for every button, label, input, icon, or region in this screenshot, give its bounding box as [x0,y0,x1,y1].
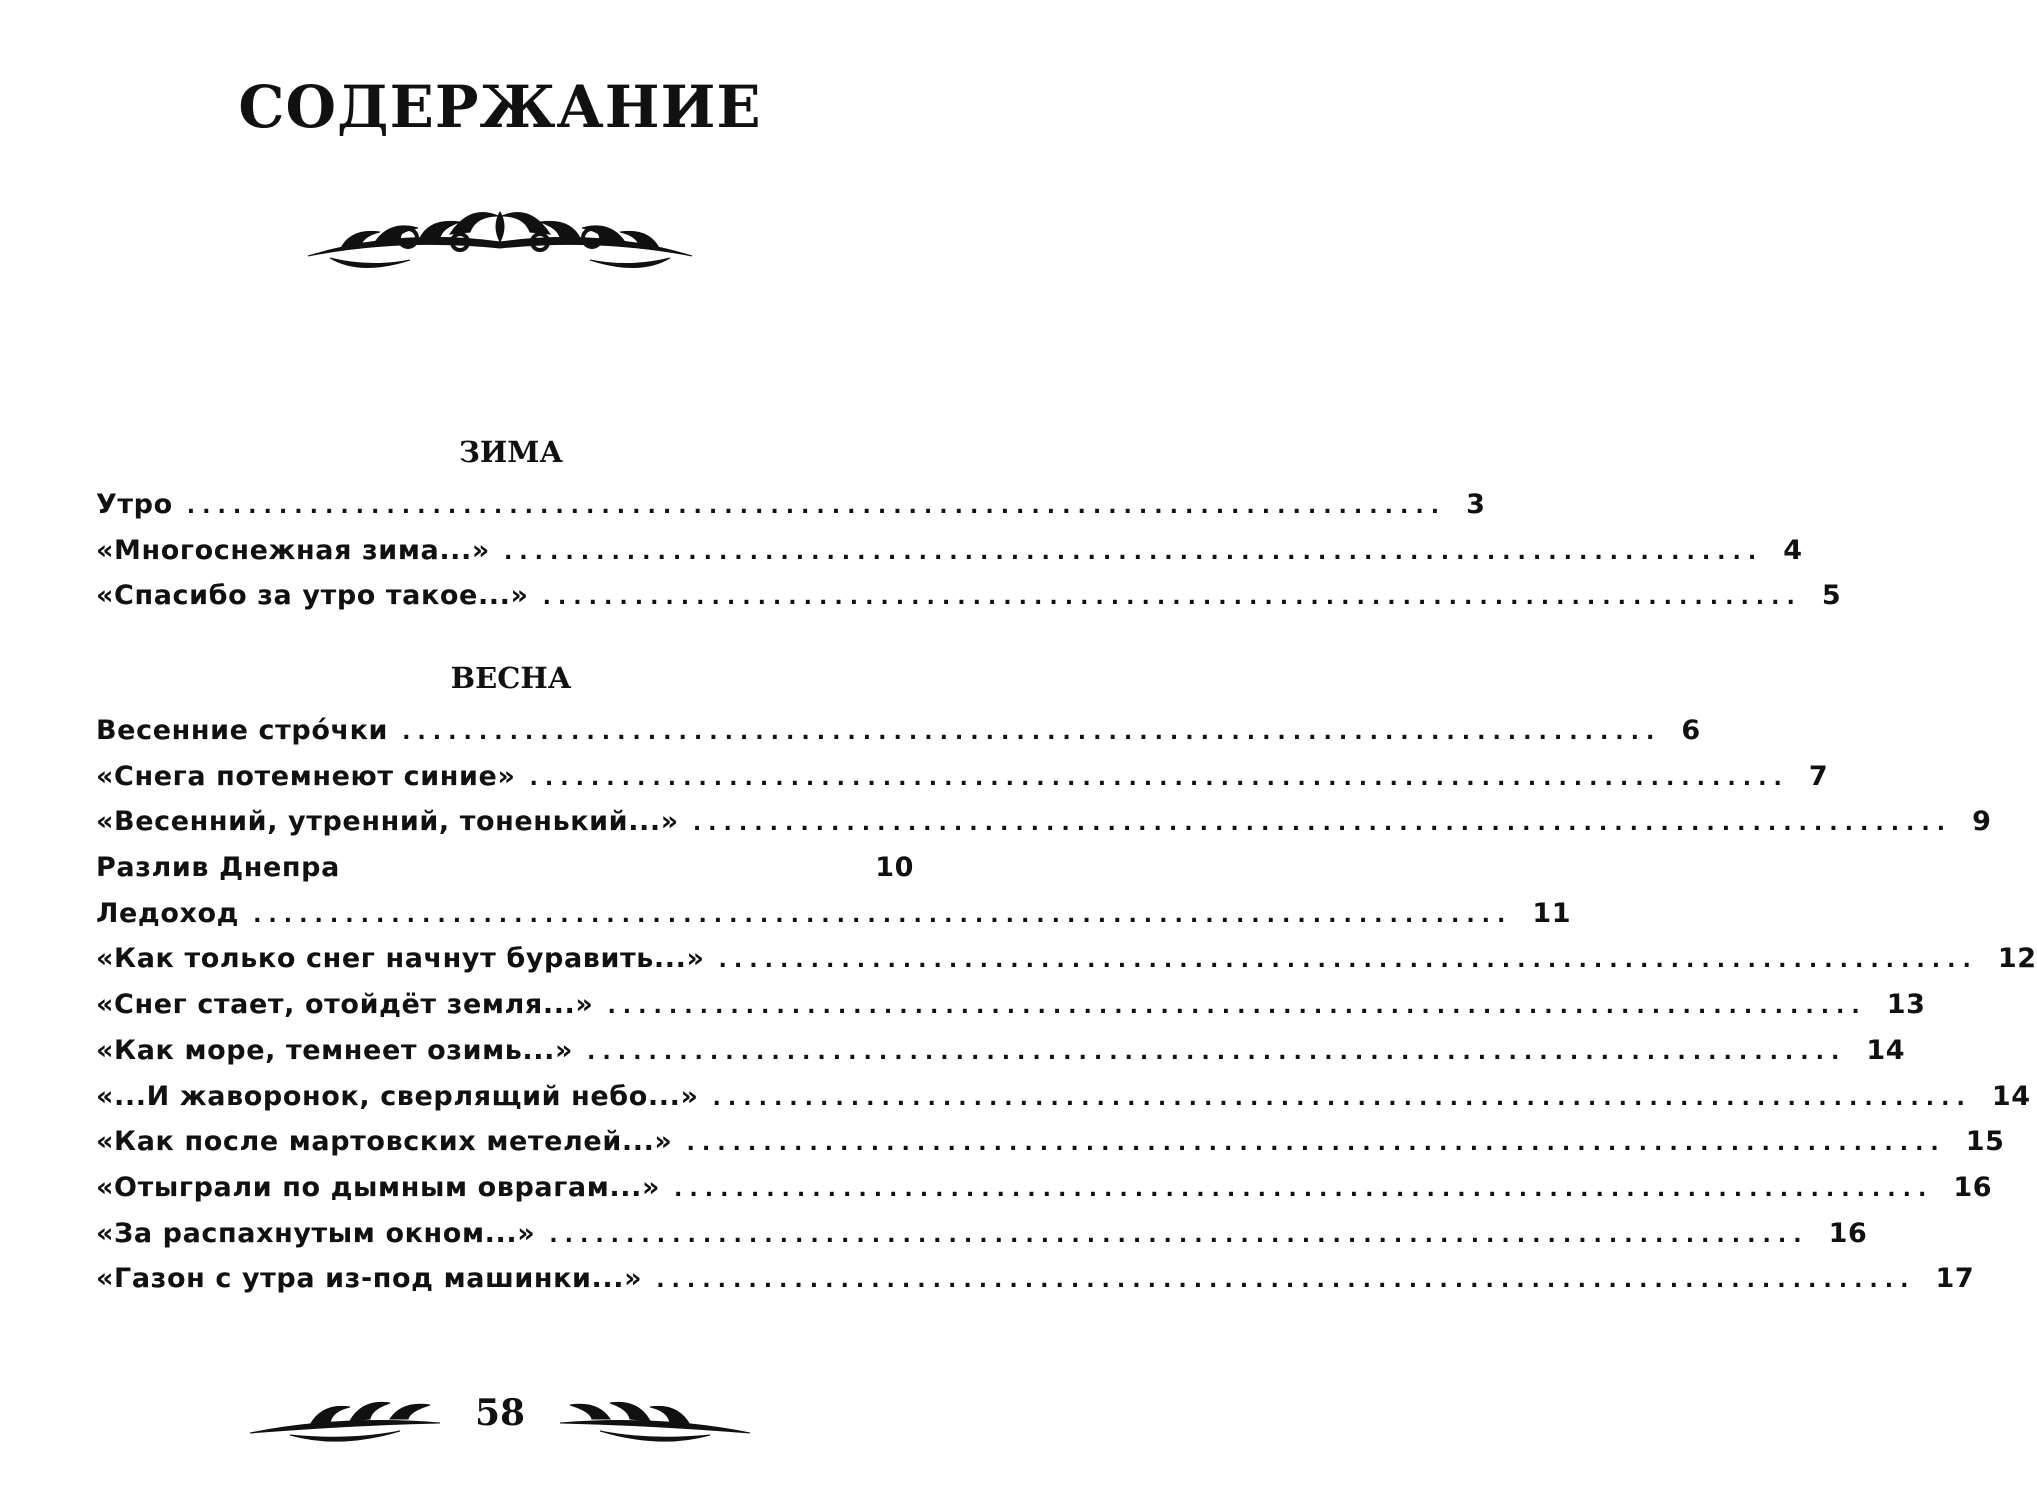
toc-entry-page: 17 [1935,1263,1975,1295]
toc-entry[interactable] [96,852,914,898]
toc-entry[interactable] [96,715,1701,761]
toc-entry-title: «Как после мартовских метелей...» [96,1126,673,1158]
toc-entry-page: 14 [1991,1080,2031,1112]
toc-entry-page: 14 [1866,1034,1906,1066]
toc-entry-page: 15 [1965,1126,2005,1158]
toc-entry-title: «...И жаворонок, сверлящий небо...» [96,1080,699,1112]
toc-entry-title: «Спасибо за утро такое...» [96,580,529,612]
dot-leader: .................................................................................. [587,1039,1847,1065]
toc-entry[interactable] [96,580,1842,626]
flourish-ornament-icon [300,198,700,278]
toc-entry-page: 3 [1466,489,1486,520]
dot-leader: .................................................................................. [549,1222,1809,1248]
toc-entry-page: 11 [1532,897,1572,929]
toc-section-winter [96,435,1842,626]
toc-entry[interactable] [96,1126,2005,1172]
toc-entry[interactable] [96,534,1803,581]
dot-leader: .................................................................................. [542,585,1802,611]
toc-entry-title: Утро [96,489,173,520]
toc-entry-title: «Весенний, утренний, тоненький...» [96,806,679,838]
toc-entry-title: «Отыграли по дымным оврагам...» [96,1171,661,1203]
toc-entry[interactable] [96,489,1486,535]
dot-leader: .................................................................................. [718,948,1978,974]
toc-entry-title: «Как море, темнеет озимь...» [96,1034,574,1066]
dot-leader: .................................................................................. [674,1176,1934,1202]
toc-entry[interactable] [96,1263,1975,1309]
page-title: СОДЕРЖАНИЕ [238,73,762,141]
dot-leader: .................................................................................. [656,1268,1916,1294]
toc-entry-title: «За распахнутым окном...» [96,1217,536,1249]
toc-entry[interactable] [96,1080,2031,1127]
toc-entry-title: Весенние стро́чки [96,715,389,746]
toc-entry-page: 13 [1886,989,1926,1021]
toc-entry-page: 10 [875,852,914,884]
toc-entry[interactable] [96,1217,1868,1264]
dot-leader: .................................................................................. [712,1085,1972,1111]
dot-leader: .................................................................................. [607,994,1867,1020]
toc-entry-title: Ледоход [96,897,240,929]
toc-entry-page: 9 [1972,806,1992,838]
toc-entry-title: «Газон с утра из-под машинки...» [96,1263,643,1295]
section-heading: ЗИМА [458,435,564,469]
toc-entry-title: «Снега потемнеют синие» [96,760,516,792]
toc-entry-title: Разлив Днепра [96,852,340,884]
toc-entry-title: «Как только снег начнут буравить...» [96,943,705,975]
toc-entry[interactable] [96,760,1829,807]
toc-entry-title: «Многоснежная зима...» [96,534,490,566]
dot-leader: .................................................................................. [686,1131,1946,1157]
dot-leader: .................................................................................. [503,539,1764,565]
toc-entry[interactable] [96,806,1992,852]
toc-entry-page: 7 [1808,760,1829,792]
dot-leader: .................................................................................. [253,902,1513,928]
toc-entry[interactable] [96,989,1926,1035]
toc-entry-page: 16 [1953,1171,1993,1203]
dot-leader: .................................................................................. [402,720,1662,745]
toc-entry[interactable] [96,1034,1906,1081]
page-number: 58 [474,1392,526,1434]
dot-leader: .................................................................................. [692,811,1953,837]
toc-entry[interactable] [96,1171,1993,1218]
toc-entry[interactable] [96,943,2037,989]
dot-leader: .................................................................................. [186,494,1447,519]
toc-entry-page: 5 [1821,580,1842,612]
toc-entry-title: «Снег стает, отойдёт земля...» [96,989,594,1021]
toc-entry-page: 12 [1997,943,2037,975]
toc-section-spring [96,661,2037,1309]
page-footer [250,1385,750,1455]
section-heading: ВЕСНА [450,661,572,695]
toc-entry[interactable] [96,897,1572,944]
toc-entry-page: 6 [1681,715,1701,746]
dot-leader: .................................................................................. [529,765,1789,791]
toc-entry-page: 16 [1828,1217,1868,1249]
toc-entry-page: 4 [1783,534,1803,566]
